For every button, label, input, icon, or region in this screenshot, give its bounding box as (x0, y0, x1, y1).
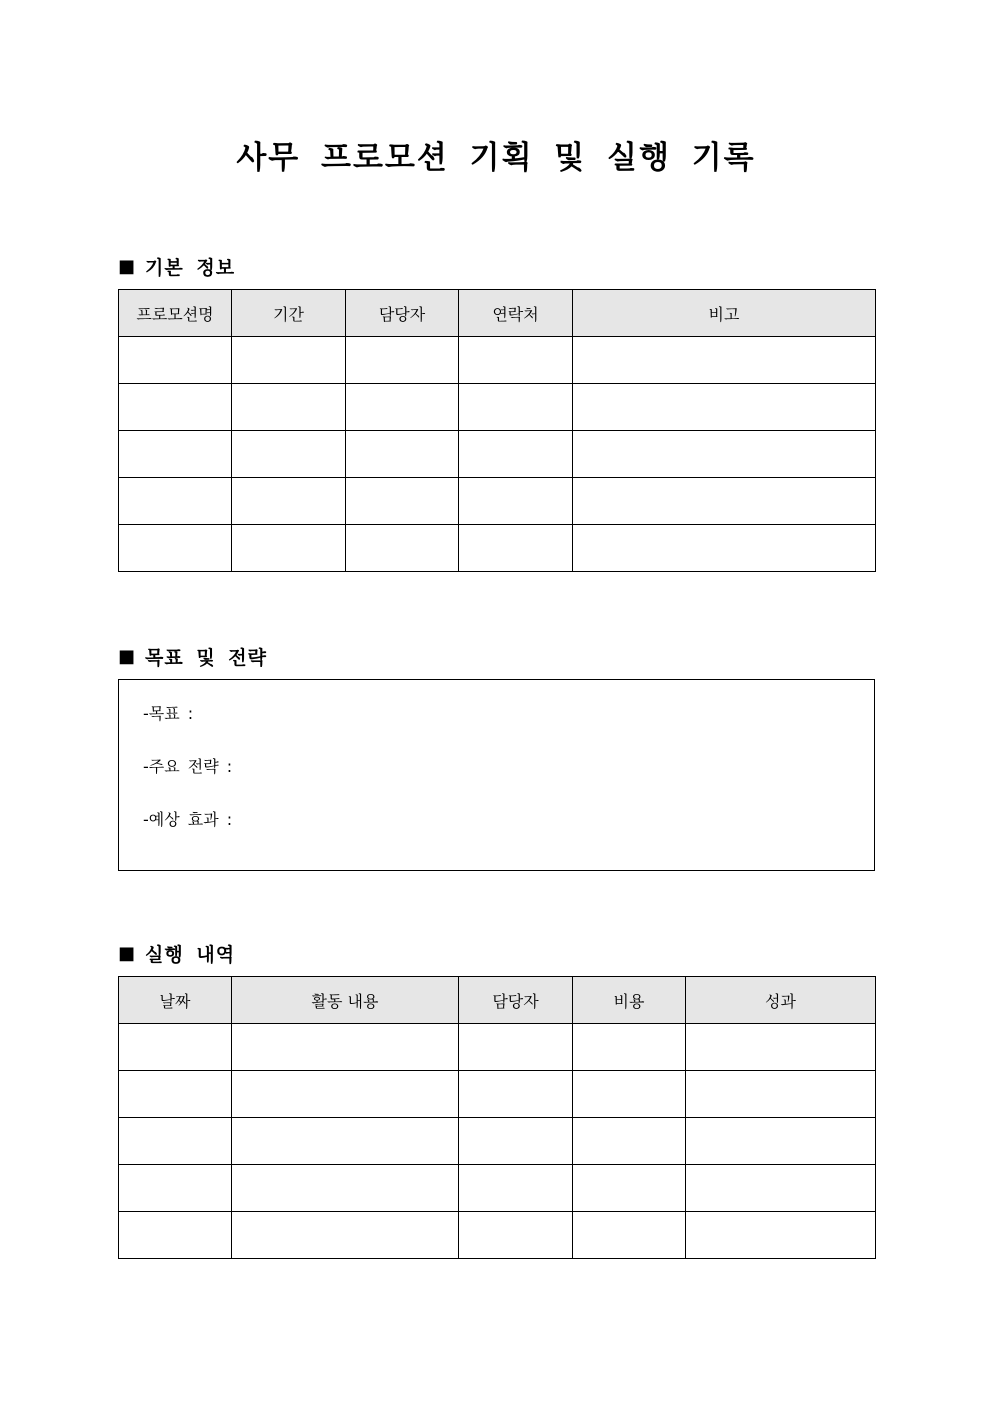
table-cell[interactable] (459, 1071, 573, 1118)
table-cell[interactable] (119, 1165, 232, 1212)
table-cell[interactable] (573, 478, 876, 525)
section-heading-execution (118, 940, 235, 967)
table-cell[interactable] (573, 431, 876, 478)
table-row (119, 525, 876, 572)
basic-info-table (118, 289, 876, 572)
table-row (119, 384, 876, 431)
column-header: 날짜 (119, 977, 232, 1024)
table-cell[interactable] (346, 337, 459, 384)
table-cell[interactable] (119, 1024, 232, 1071)
column-header: 담당자 (346, 290, 459, 337)
table-row (119, 478, 876, 525)
table-cell[interactable] (573, 1071, 686, 1118)
table-cell[interactable] (686, 1165, 876, 1212)
table-cell[interactable] (232, 384, 346, 431)
column-header: 프로모션명 (119, 290, 232, 337)
table-cell[interactable] (686, 1071, 876, 1118)
table-cell[interactable] (119, 384, 232, 431)
table-cell[interactable] (459, 1212, 573, 1259)
table-cell[interactable] (459, 431, 573, 478)
table-row (119, 1071, 876, 1118)
section-heading-basic-info (118, 253, 235, 280)
section-heading-goals (118, 643, 267, 670)
table-cell[interactable] (119, 525, 232, 572)
table-cell[interactable] (119, 1212, 232, 1259)
table-cell[interactable] (573, 337, 876, 384)
table-cell[interactable] (346, 478, 459, 525)
table-cell[interactable] (119, 1118, 232, 1165)
table-cell[interactable] (573, 384, 876, 431)
table-cell[interactable] (232, 525, 346, 572)
section-title: 기본 정보 (145, 257, 236, 279)
table-cell[interactable] (573, 525, 876, 572)
table-row (119, 1118, 876, 1165)
execution-table (118, 976, 876, 1259)
table-cell[interactable] (459, 384, 573, 431)
table-cell[interactable] (459, 1118, 573, 1165)
table-cell[interactable] (232, 431, 346, 478)
column-header: 성과 (686, 977, 876, 1024)
table-cell[interactable] (573, 1212, 686, 1259)
goals-strategy-box[interactable] (118, 679, 875, 871)
table-cell[interactable] (232, 1118, 459, 1165)
table-row (119, 1165, 876, 1212)
document-title: 사무 프로모션 기획 및 실행 기록 (236, 140, 756, 176)
table-cell[interactable] (119, 431, 232, 478)
column-header: 연락처 (459, 290, 573, 337)
section-title: 목표 및 전략 (145, 647, 268, 669)
table-cell[interactable] (459, 1165, 573, 1212)
column-header: 비고 (573, 290, 876, 337)
table-cell[interactable] (346, 431, 459, 478)
square-bullet-icon: ■ (118, 256, 137, 277)
table-cell[interactable] (573, 1024, 686, 1071)
table-cell[interactable] (232, 1071, 459, 1118)
table-cell[interactable] (459, 478, 573, 525)
table-cell[interactable] (459, 1024, 573, 1071)
table-header-row (119, 290, 876, 337)
table-cell[interactable] (119, 1071, 232, 1118)
table-cell[interactable] (573, 1118, 686, 1165)
column-header: 기간 (232, 290, 346, 337)
table-cell[interactable] (119, 337, 232, 384)
table-row (119, 431, 876, 478)
table-cell[interactable] (686, 1212, 876, 1259)
table-row (119, 1024, 876, 1071)
table-cell[interactable] (346, 384, 459, 431)
table-cell[interactable] (232, 478, 346, 525)
table-cell[interactable] (459, 337, 573, 384)
table-row (119, 1212, 876, 1259)
table-header-row (119, 977, 876, 1024)
table-cell[interactable] (346, 525, 459, 572)
table-cell[interactable] (232, 1212, 459, 1259)
square-bullet-icon: ■ (118, 646, 137, 667)
table-cell[interactable] (686, 1024, 876, 1071)
table-cell[interactable] (686, 1118, 876, 1165)
table-cell[interactable] (119, 478, 232, 525)
square-bullet-icon: ■ (118, 943, 137, 964)
table-row (119, 337, 876, 384)
expected-effect-line: -예상 효과 : (143, 810, 233, 829)
table-cell[interactable] (232, 337, 346, 384)
column-header: 활동 내용 (232, 977, 459, 1024)
column-header: 담당자 (459, 977, 573, 1024)
strategy-line: -주요 전략 : (143, 757, 233, 776)
section-title: 실행 내역 (145, 944, 236, 966)
table-cell[interactable] (459, 525, 573, 572)
table-cell[interactable] (573, 1165, 686, 1212)
table-cell[interactable] (232, 1165, 459, 1212)
column-header: 비용 (573, 977, 686, 1024)
goal-line: -목표 : (143, 704, 194, 723)
table-cell[interactable] (232, 1024, 459, 1071)
